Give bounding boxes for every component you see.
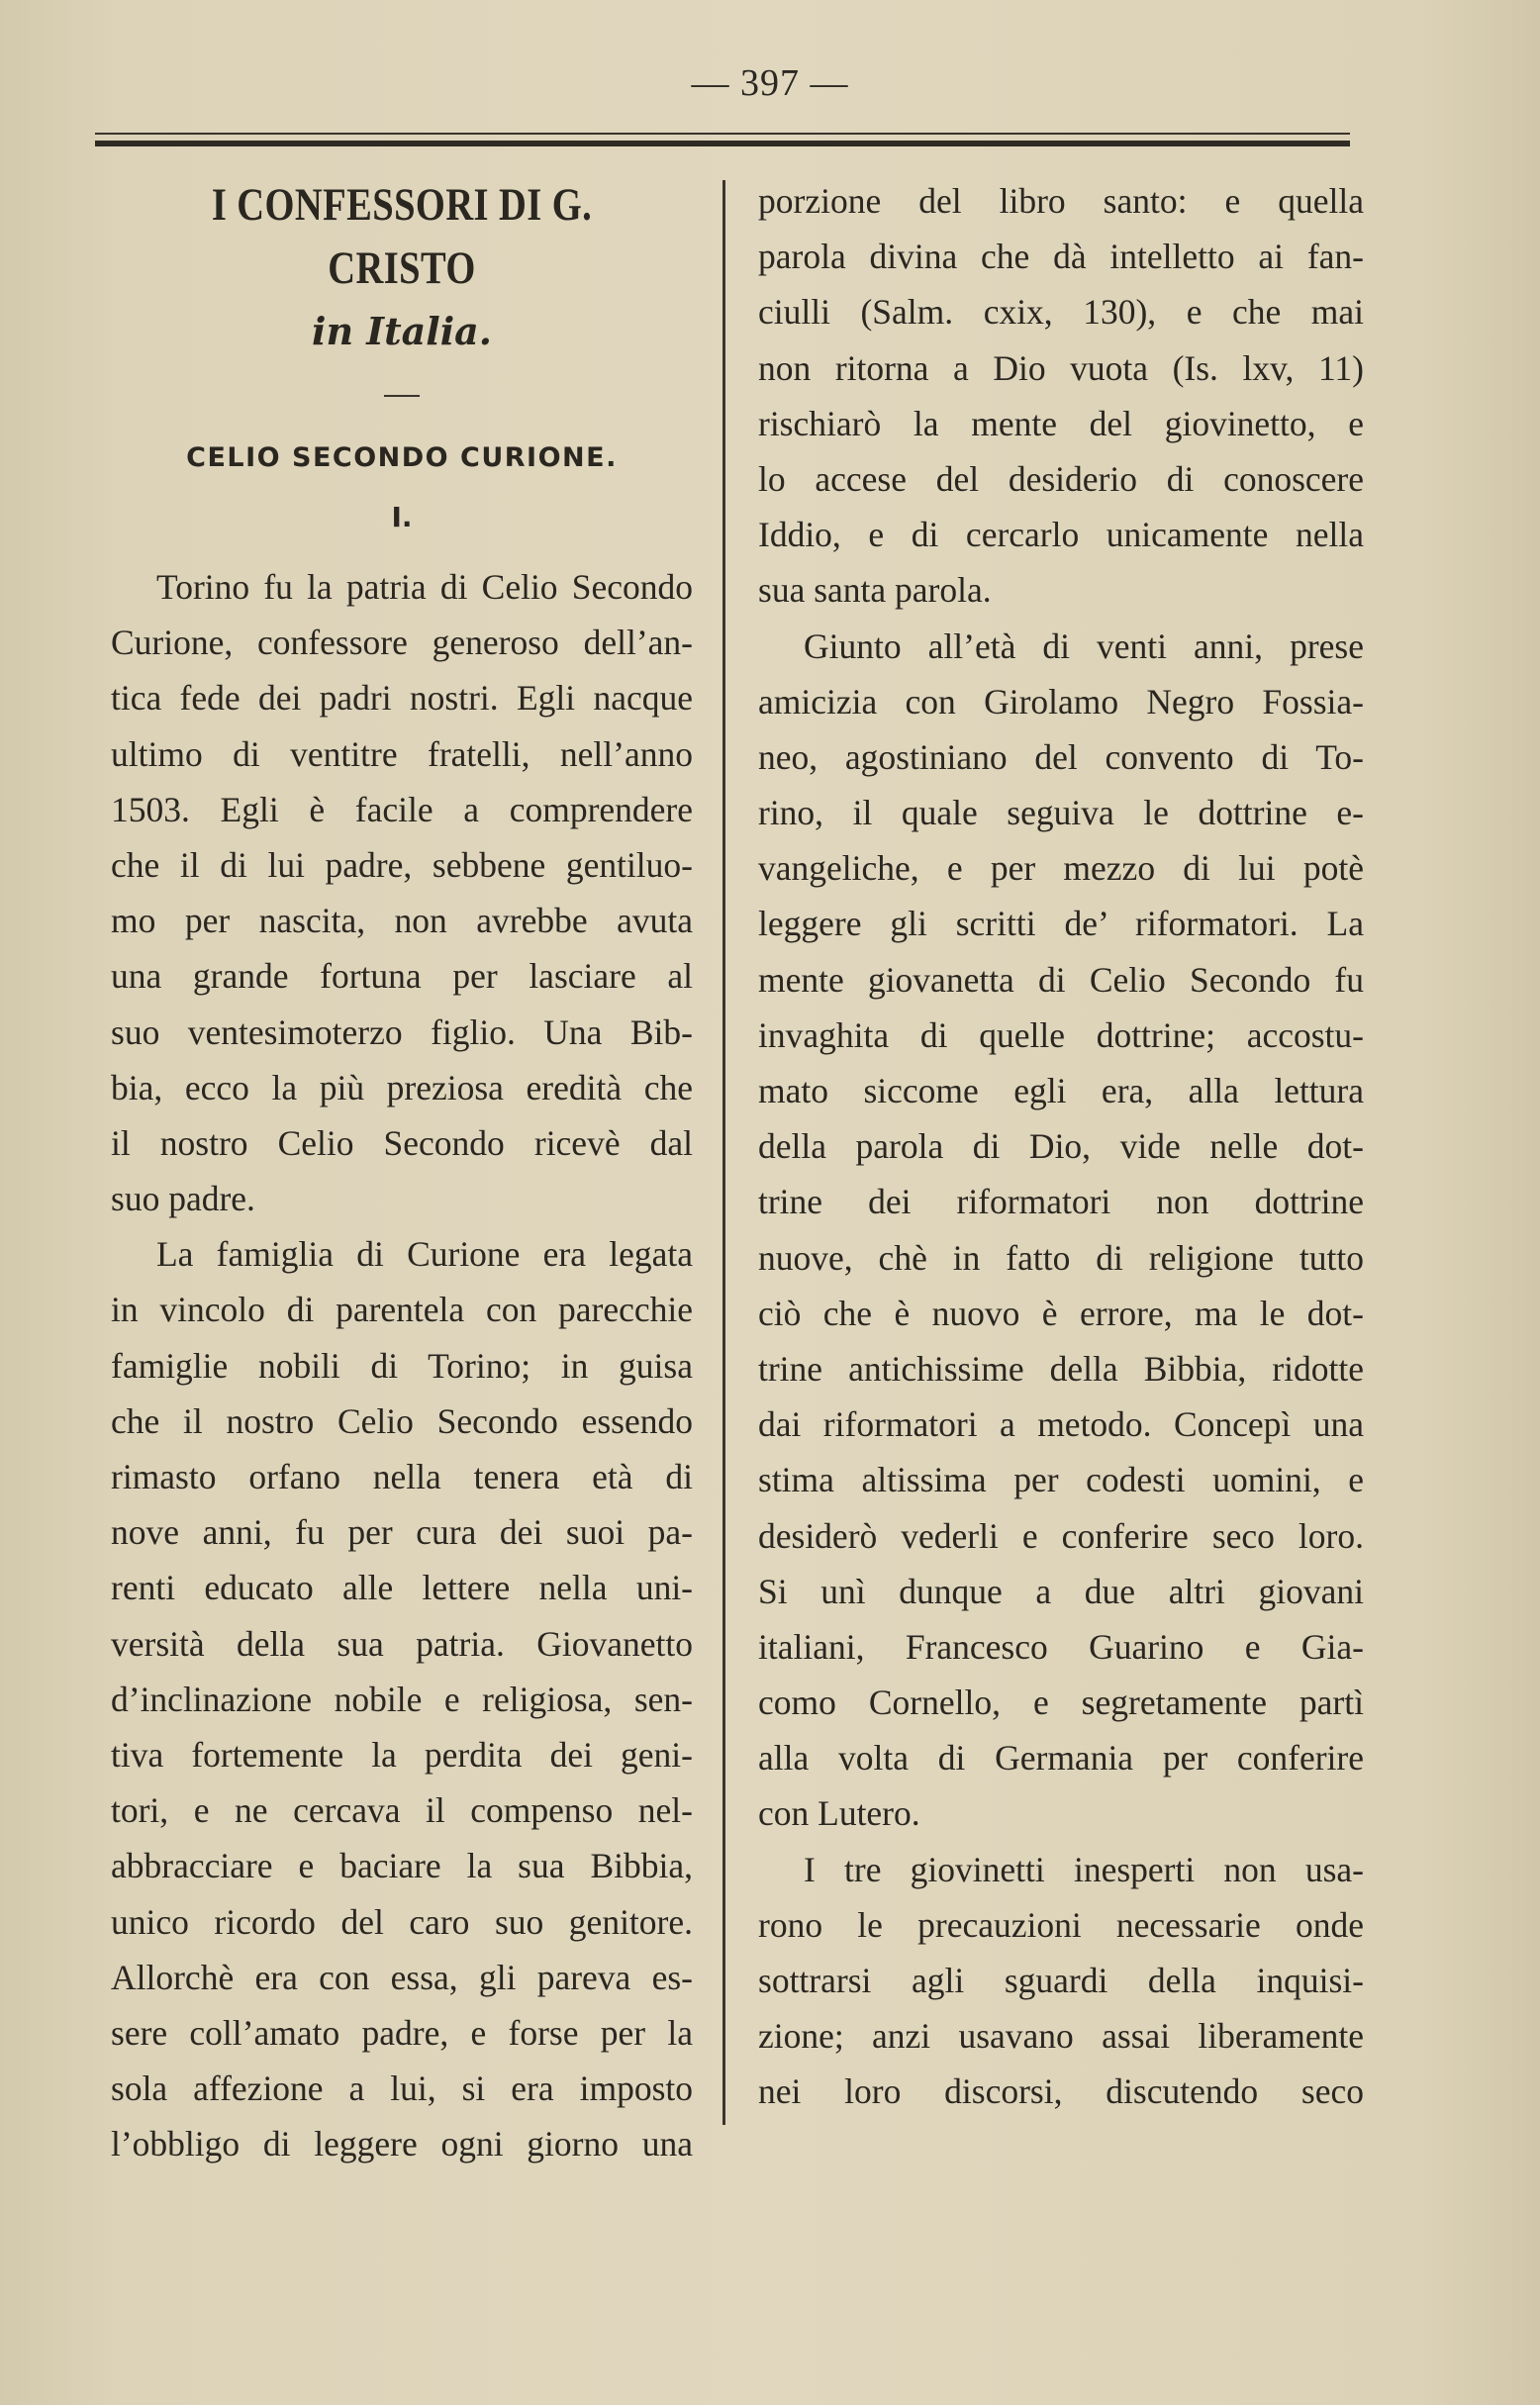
text-line: una grande fortuna per lasciare al <box>111 956 693 997</box>
section-heading: CELIO SECONDO CURIONE. <box>186 442 618 473</box>
text-line: I tre giovinetti inesperti non usa- <box>804 1849 1364 1889</box>
left-column <box>111 173 693 2171</box>
text-line: non ritorna a Dio vuota (Is. lxv, 11) <box>758 347 1364 388</box>
text-line: Torino fu la patria di Celio Secondo <box>156 567 693 607</box>
text-line: como Cornello, e segretamente partì <box>758 1683 1364 1723</box>
text-line: Si unì dunque a due altri giovani <box>758 1571 1364 1611</box>
text-line: lo accese del desiderio di conoscere <box>758 458 1364 499</box>
text-line: sua santa parola. <box>758 570 992 611</box>
section-number: I. <box>391 501 413 533</box>
text-line: Curione, confessore generoso dell’an- <box>111 623 693 663</box>
text-line: nei loro discorsi, discutendo seco <box>758 2071 1364 2112</box>
text-line: ciulli (Salm. cxix, 130), e che mai <box>758 292 1364 333</box>
text-line: tica fede dei padri nostri. Egli nacque <box>111 678 693 719</box>
text-line: italiani, Francesco Guarino e Gia- <box>758 1626 1364 1667</box>
text-line: in vincolo di parentela con parecchie <box>111 1290 693 1330</box>
text-line: della parola di Dio, vide nelle dot- <box>758 1126 1364 1167</box>
text-line: rono le precauzioni necessarie onde <box>758 1904 1364 1945</box>
text-line: tori, e ne cercava il compenso nel- <box>111 1790 693 1831</box>
text-line: alla volta di Germania per conferire <box>758 1738 1364 1779</box>
text-line: ciò che è nuovo è errore, ma le dot- <box>758 1293 1364 1333</box>
text-line: neo, agostiniano del convento di To- <box>758 736 1364 777</box>
text-line: d’inclinazione nobile e religiosa, sen- <box>111 1679 693 1719</box>
text-line: 1503. Egli è facile a comprendere <box>111 789 693 829</box>
text-line: sottrarsi agli sguardi della inquisi- <box>758 1961 1364 2000</box>
right-column-text <box>758 173 1364 2120</box>
text-line: versità della sua patria. Giovanetto <box>111 1623 693 1664</box>
text-line: abbracciare e baciare la sua Bibbia, <box>111 1846 693 1886</box>
text-line: nuove, chè in fatto di religione tutto <box>758 1237 1364 1278</box>
text-line: trine dei riformatori non dottrine <box>758 1182 1364 1222</box>
text-line: Iddio, e di cercarlo unicamente nella <box>758 515 1364 555</box>
text-line: mato siccome egli era, alla lettura <box>758 1071 1364 1110</box>
text-line: ultimo di ventitre fratelli, nell’anno <box>111 733 693 774</box>
text-line: porzione del libro santo: e quella <box>758 181 1364 221</box>
text-line: suo padre. <box>111 1179 255 1219</box>
text-line: rino, il quale seguiva le dottrine e- <box>758 793 1364 833</box>
text-line: leggere gli scritti de’ riformatori. La <box>758 904 1364 944</box>
text-line: sere coll’amato padre, e forse per la <box>111 2012 693 2053</box>
text-line: rimasto orfano nella tenera età di <box>111 1457 693 1496</box>
text-line: renti educato alle lettere nella uni- <box>111 1568 693 1608</box>
left-column-text <box>111 559 693 2171</box>
text-line: trine antichissime della Bibbia, ridotte <box>758 1348 1364 1389</box>
text-line: vangeliche, e per mezzo di lui potè <box>758 848 1364 889</box>
text-line: Allorchè era con essa, gli pareva es- <box>111 1957 693 1997</box>
text-line: che il nostro Celio Secondo essendo <box>111 1400 693 1441</box>
text-line: amicizia con Girolamo Negro Fossia- <box>758 681 1364 722</box>
text-line: La famiglia di Curione era legata <box>156 1234 693 1275</box>
text-line: parola divina che dà intelletto ai fan- <box>758 237 1364 277</box>
article-title: I CONFESSORI DI G. CRISTO <box>211 179 593 294</box>
text-line: bia, ecco la più preziosa eredità che <box>111 1067 693 1107</box>
page-number: — 397 — <box>691 62 849 104</box>
text-line: Giunto all’età di venti anni, prese <box>804 625 1364 666</box>
header-rule-thick <box>95 141 1350 146</box>
right-column <box>758 173 1364 2120</box>
text-line: zione; anzi usavano assai liberamente <box>758 2016 1364 2057</box>
text-line: desiderò vederli e conferire seco loro. <box>758 1515 1364 1556</box>
title-separator <box>384 395 420 397</box>
text-line: mente giovanetta di Celio Secondo fu <box>758 959 1364 1000</box>
text-line: suo ventesimoterzo figlio. Una Bib- <box>111 1011 693 1052</box>
header-rule-thin <box>95 133 1350 135</box>
text-line: rischiarò la mente del giovinetto, e <box>758 403 1364 443</box>
column-divider <box>722 180 725 2125</box>
text-line: stima altissima per codesti uomini, e <box>758 1460 1364 1500</box>
text-line: unico ricordo del caro suo genitore. <box>111 1901 693 1942</box>
text-line: nove anni, fu per cura dei suoi pa- <box>111 1512 693 1553</box>
text-line: il nostro Celio Secondo ricevè dal <box>111 1122 693 1163</box>
text-line: con Lutero. <box>758 1793 920 1834</box>
text-line: mo per nascita, non avrebbe avuta <box>111 901 693 941</box>
article-subtitle: in Italia. <box>312 309 492 353</box>
text-line: dai riformatori a metodo. Concepì una <box>758 1404 1364 1445</box>
text-line: che il di lui padre, sebbene gentiluo- <box>111 844 693 885</box>
text-line: tiva fortemente la perdita dei geni- <box>111 1734 693 1775</box>
text-line: l’obbligo di leggere ogni giorno una <box>111 2124 693 2164</box>
text-line: sola affezione a lui, si era imposto <box>111 2068 693 2109</box>
text-line: invaghita di quelle dottrine; accostu- <box>758 1014 1364 1055</box>
text-line: famiglie nobili di Torino; in guisa <box>111 1345 693 1386</box>
